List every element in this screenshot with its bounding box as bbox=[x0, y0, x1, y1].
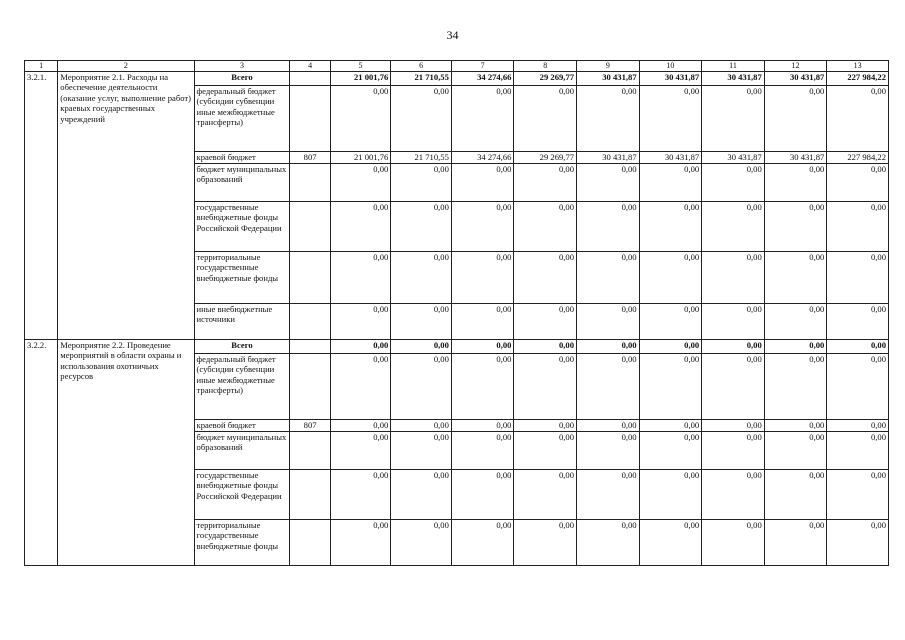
amount-cell: 0,00 bbox=[702, 520, 765, 566]
budget-code bbox=[290, 432, 330, 470]
amount-cell: 0,00 bbox=[577, 432, 640, 470]
amount-cell: 0,00 bbox=[577, 252, 640, 304]
table-row bbox=[25, 340, 889, 354]
amount-cell: 0,00 bbox=[764, 252, 827, 304]
measure-name: Мероприятие 2.2. Проведение мероприятий в области охраны и использования охотничьих ресурсов bbox=[58, 340, 194, 566]
amount-cell: 0,00 bbox=[702, 420, 765, 432]
amount-cell: 0,00 bbox=[639, 354, 702, 420]
amount-cell: 0,00 bbox=[764, 164, 827, 202]
amount-cell: 30 431,87 bbox=[702, 72, 765, 86]
column-number: 7 bbox=[451, 61, 514, 72]
amount-cell: 0,00 bbox=[764, 86, 827, 152]
amount-cell: 0,00 bbox=[330, 420, 391, 432]
funding-source: государственные внебюджетные фонды Российской Федерации bbox=[194, 470, 290, 520]
amount-cell: 0,00 bbox=[451, 520, 514, 566]
amount-cell: 0,00 bbox=[451, 252, 514, 304]
funding-source: федеральный бюджет (субсидии субвенции иные межбюджетные трансферты) bbox=[194, 354, 290, 420]
amount-cell: 0,00 bbox=[514, 340, 577, 354]
column-number-row bbox=[25, 61, 889, 72]
amount-cell: 0,00 bbox=[451, 304, 514, 340]
amount-cell: 0,00 bbox=[639, 252, 702, 304]
column-number: 9 bbox=[577, 61, 640, 72]
funding-source: бюджет муниципальных образований bbox=[194, 432, 290, 470]
amount-cell: 30 431,87 bbox=[702, 152, 765, 164]
amount-cell: 0,00 bbox=[451, 432, 514, 470]
amount-cell: 30 431,87 bbox=[764, 152, 827, 164]
amount-cell: 0,00 bbox=[391, 202, 452, 252]
amount-cell: 0,00 bbox=[330, 202, 391, 252]
amount-cell: 0,00 bbox=[827, 340, 889, 354]
amount-cell: 30 431,87 bbox=[764, 72, 827, 86]
amount-cell: 0,00 bbox=[827, 432, 889, 470]
column-number: 4 bbox=[290, 61, 330, 72]
amount-cell: 0,00 bbox=[330, 354, 391, 420]
amount-cell: 0,00 bbox=[330, 520, 391, 566]
amount-cell: 21 001,76 bbox=[330, 72, 391, 86]
amount-cell: 0,00 bbox=[702, 202, 765, 252]
funding-source: федеральный бюджет (субсидии субвенции иные межбюджетные трансферты) bbox=[194, 86, 290, 152]
amount-cell: 0,00 bbox=[639, 470, 702, 520]
amount-cell: 21 710,55 bbox=[391, 72, 452, 86]
funding-source: краевой бюджет bbox=[194, 152, 290, 164]
column-number: 6 bbox=[391, 61, 452, 72]
amount-cell: 0,00 bbox=[702, 354, 765, 420]
amount-cell: 0,00 bbox=[702, 340, 765, 354]
amount-cell: 0,00 bbox=[702, 164, 765, 202]
amount-cell: 0,00 bbox=[577, 354, 640, 420]
amount-cell: 0,00 bbox=[577, 340, 640, 354]
amount-cell: 0,00 bbox=[514, 354, 577, 420]
column-number: 5 bbox=[330, 61, 391, 72]
amount-cell: 0,00 bbox=[451, 86, 514, 152]
amount-cell: 30 431,87 bbox=[577, 152, 640, 164]
budget-code bbox=[290, 340, 330, 354]
funding-source: Всего bbox=[194, 72, 290, 86]
amount-cell: 0,00 bbox=[514, 202, 577, 252]
funding-source: бюджет муниципальных образований bbox=[194, 164, 290, 202]
measure-name: Мероприятие 2.1. Расходы на обеспечение деятельности (оказание услуг, выполнение работ) краевых государственных учреждений bbox=[58, 72, 194, 340]
funding-source: территориальные государственные внебюджетные фонды bbox=[194, 252, 290, 304]
amount-cell: 0,00 bbox=[330, 86, 391, 152]
amount-cell: 0,00 bbox=[330, 164, 391, 202]
amount-cell: 21 001,76 bbox=[330, 152, 391, 164]
amount-cell: 0,00 bbox=[391, 340, 452, 354]
amount-cell: 0,00 bbox=[702, 470, 765, 520]
amount-cell: 0,00 bbox=[764, 520, 827, 566]
amount-cell: 0,00 bbox=[330, 304, 391, 340]
amount-cell: 0,00 bbox=[764, 420, 827, 432]
amount-cell: 0,00 bbox=[391, 304, 452, 340]
row-code: 3.2.1. bbox=[25, 72, 58, 340]
budget-table bbox=[24, 60, 889, 566]
funding-source: государственные внебюджетные фонды Российской Федерации bbox=[194, 202, 290, 252]
row-code: 3.2.2. bbox=[25, 340, 58, 566]
amount-cell: 0,00 bbox=[451, 164, 514, 202]
amount-cell: 0,00 bbox=[702, 304, 765, 340]
amount-cell: 0,00 bbox=[391, 470, 452, 520]
amount-cell: 0,00 bbox=[391, 432, 452, 470]
amount-cell: 0,00 bbox=[391, 420, 452, 432]
amount-cell: 34 274,66 bbox=[451, 72, 514, 86]
amount-cell: 0,00 bbox=[451, 340, 514, 354]
amount-cell: 0,00 bbox=[827, 86, 889, 152]
budget-code bbox=[290, 252, 330, 304]
amount-cell: 227 984,22 bbox=[827, 72, 889, 86]
amount-cell: 0,00 bbox=[330, 432, 391, 470]
amount-cell: 0,00 bbox=[451, 420, 514, 432]
budget-code bbox=[290, 304, 330, 340]
amount-cell: 0,00 bbox=[764, 470, 827, 520]
amount-cell: 0,00 bbox=[639, 420, 702, 432]
amount-cell: 0,00 bbox=[764, 202, 827, 252]
budget-code bbox=[290, 354, 330, 420]
amount-cell: 0,00 bbox=[764, 340, 827, 354]
amount-cell: 0,00 bbox=[702, 86, 765, 152]
budget-code bbox=[290, 164, 330, 202]
amount-cell: 0,00 bbox=[577, 520, 640, 566]
amount-cell: 0,00 bbox=[639, 164, 702, 202]
amount-cell: 0,00 bbox=[514, 420, 577, 432]
funding-source: территориальные государственные внебюджетные фонды bbox=[194, 520, 290, 566]
amount-cell: 0,00 bbox=[827, 164, 889, 202]
amount-cell: 0,00 bbox=[827, 470, 889, 520]
amount-cell: 30 431,87 bbox=[577, 72, 640, 86]
column-number: 12 bbox=[764, 61, 827, 72]
amount-cell: 0,00 bbox=[514, 304, 577, 340]
amount-cell: 0,00 bbox=[639, 86, 702, 152]
amount-cell: 30 431,87 bbox=[639, 152, 702, 164]
amount-cell: 227 984,22 bbox=[827, 152, 889, 164]
amount-cell: 0,00 bbox=[514, 470, 577, 520]
table-row bbox=[25, 72, 889, 86]
budget-code bbox=[290, 86, 330, 152]
amount-cell: 0,00 bbox=[451, 354, 514, 420]
amount-cell: 0,00 bbox=[702, 252, 765, 304]
amount-cell: 0,00 bbox=[639, 432, 702, 470]
amount-cell: 0,00 bbox=[639, 304, 702, 340]
amount-cell: 29 269,77 bbox=[514, 152, 577, 164]
budget-code: 807 bbox=[290, 152, 330, 164]
amount-cell: 0,00 bbox=[514, 86, 577, 152]
page-number: 34 bbox=[446, 28, 459, 42]
amount-cell: 0,00 bbox=[577, 86, 640, 152]
amount-cell: 0,00 bbox=[827, 520, 889, 566]
amount-cell: 0,00 bbox=[451, 202, 514, 252]
amount-cell: 0,00 bbox=[639, 520, 702, 566]
amount-cell: 0,00 bbox=[330, 252, 391, 304]
amount-cell: 29 269,77 bbox=[514, 72, 577, 86]
amount-cell: 0,00 bbox=[330, 470, 391, 520]
amount-cell: 0,00 bbox=[514, 164, 577, 202]
amount-cell: 0,00 bbox=[639, 202, 702, 252]
amount-cell: 0,00 bbox=[514, 520, 577, 566]
amount-cell: 0,00 bbox=[764, 304, 827, 340]
amount-cell: 30 431,87 bbox=[639, 72, 702, 86]
funding-source: краевой бюджет bbox=[194, 420, 290, 432]
funding-source: Всего bbox=[194, 340, 290, 354]
column-number: 2 bbox=[58, 61, 194, 72]
amount-cell: 0,00 bbox=[827, 202, 889, 252]
amount-cell: 0,00 bbox=[639, 340, 702, 354]
amount-cell: 0,00 bbox=[451, 470, 514, 520]
budget-code: 807 bbox=[290, 420, 330, 432]
amount-cell: 0,00 bbox=[702, 432, 765, 470]
amount-cell: 0,00 bbox=[391, 520, 452, 566]
amount-cell: 21 710,55 bbox=[391, 152, 452, 164]
funding-source: иные внебюджетные источники bbox=[194, 304, 290, 340]
amount-cell: 0,00 bbox=[391, 86, 452, 152]
table-body bbox=[25, 61, 889, 566]
column-number: 13 bbox=[827, 61, 889, 72]
budget-code bbox=[290, 72, 330, 86]
amount-cell: 0,00 bbox=[577, 470, 640, 520]
amount-cell: 0,00 bbox=[514, 432, 577, 470]
amount-cell: 0,00 bbox=[827, 420, 889, 432]
amount-cell: 0,00 bbox=[577, 420, 640, 432]
budget-code bbox=[290, 520, 330, 566]
column-number: 1 bbox=[25, 61, 58, 72]
column-number: 8 bbox=[514, 61, 577, 72]
column-number: 3 bbox=[194, 61, 290, 72]
amount-cell: 0,00 bbox=[827, 252, 889, 304]
amount-cell: 0,00 bbox=[577, 164, 640, 202]
amount-cell: 0,00 bbox=[827, 354, 889, 420]
budget-code bbox=[290, 470, 330, 520]
amount-cell: 0,00 bbox=[577, 304, 640, 340]
amount-cell: 0,00 bbox=[391, 252, 452, 304]
amount-cell: 0,00 bbox=[514, 252, 577, 304]
column-number: 11 bbox=[702, 61, 765, 72]
budget-code bbox=[290, 202, 330, 252]
amount-cell: 0,00 bbox=[391, 354, 452, 420]
amount-cell: 0,00 bbox=[764, 432, 827, 470]
amount-cell: 0,00 bbox=[827, 304, 889, 340]
amount-cell: 0,00 bbox=[577, 202, 640, 252]
column-number: 10 bbox=[639, 61, 702, 72]
amount-cell: 0,00 bbox=[330, 340, 391, 354]
amount-cell: 34 274,66 bbox=[451, 152, 514, 164]
amount-cell: 0,00 bbox=[391, 164, 452, 202]
amount-cell: 0,00 bbox=[764, 354, 827, 420]
